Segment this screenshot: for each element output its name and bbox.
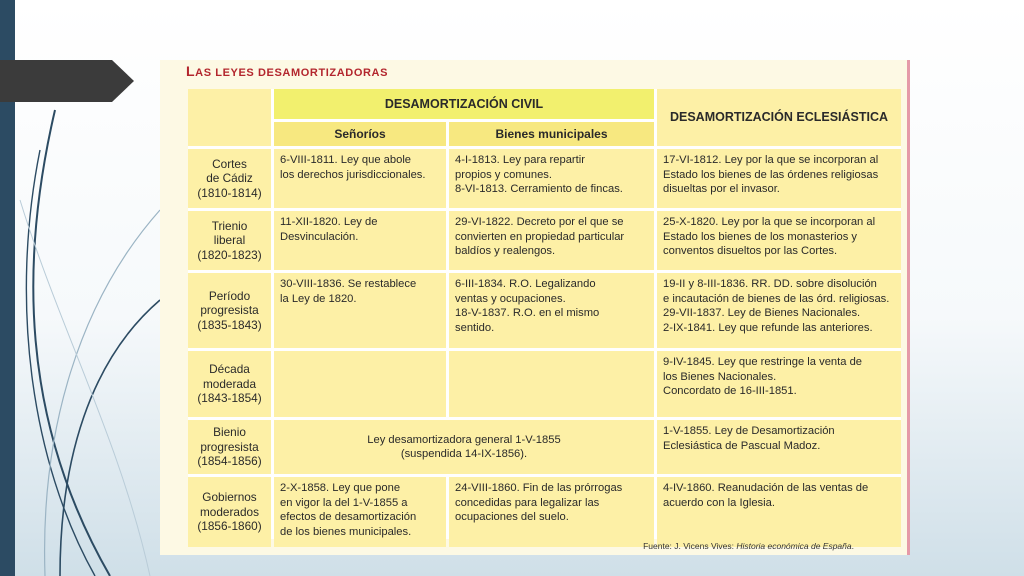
bienes-cell: 24-VIII-1860. Fin de las prórrogas concedidas para legalizar las ocupaciones del suelo. [449, 477, 654, 547]
civil-merged-cell: Ley desamortizadora general 1-V-1855 (suspendida 14-IX-1856). [274, 420, 654, 474]
header-senorios: Señoríos [274, 122, 446, 146]
period-cell: Trienio liberal (1820-1823) [188, 211, 271, 270]
bienes-cell-empty [449, 351, 654, 417]
source-note: Fuente: J. Vicens Vives: Historia económica de España. [643, 541, 854, 551]
eclesiastica-cell: 1-V-1855. Ley de Desamortización Eclesiástica de Pascual Madoz. [657, 420, 901, 474]
header-civil: DESAMORTIZACIÓN CIVIL [274, 89, 654, 119]
bienes-cell: 4-I-1813. Ley para repartir propios y comunes. 8-VI-1813. Cerramiento de fincas. [449, 149, 654, 208]
senorios-cell: 2-X-1858. Ley que pone en vigor la del 1-V-1855 a efectos de desamortización de los bienes municipales. [274, 477, 446, 547]
eclesiastica-cell: 17-VI-1812. Ley por la que se incorporan al Estado los bienes de las órdenes religiosas disueltas por el invasor. [657, 149, 901, 208]
laws-table [188, 89, 901, 539]
bienes-cell: 29-VI-1822. Decreto por el que se convierten en propiedad particular baldíos y realengos. [449, 211, 654, 270]
eclesiastica-cell: 9-IV-1845. Ley que restringe la venta de los Bienes Nacionales. Concordato de 16-III-1851. [657, 351, 901, 417]
senorios-cell: 30-VIII-1836. Se restablece la Ley de 1820. [274, 273, 446, 348]
bienes-cell: 6-III-1834. R.O. Legalizando ventas y ocupaciones. 18-V-1837. R.O. en el mismo sentido. [449, 273, 654, 348]
period-cell: Período progresista (1835-1843) [188, 273, 271, 348]
arrow-tab [0, 60, 134, 102]
eclesiastica-cell: 25-X-1820. Ley por la que se incorporan al Estado los bienes de los monasterios y conventos disueltos por las Cortes. [657, 211, 901, 270]
eclesiastica-cell: 4-IV-1860. Reanudación de las ventas de acuerdo con la Iglesia. [657, 477, 901, 547]
period-cell: Década moderada (1843-1854) [188, 351, 271, 417]
corner-cell [188, 89, 271, 146]
card-edge [907, 60, 910, 555]
eclesiastica-cell: 19-II y 8-III-1836. RR. DD. sobre disolución e incautación de bienes de las órd. religiosas. 29-VII-1837. Ley de Bienes Nacionales. 2-IX-1841. Ley que refunde las anteriores. [657, 273, 901, 348]
header-eclesiastica: DESAMORTIZACIÓN ECLESIÁSTICA [657, 89, 901, 146]
table-card [160, 60, 910, 555]
senorios-cell-empty [274, 351, 446, 417]
header-bienes: Bienes municipales [449, 122, 654, 146]
table-title: LAS LEYES DESAMORTIZADORAS [186, 63, 389, 79]
senorios-cell: 6-VIII-1811. Ley que abole los derechos jurisdiccionales. [274, 149, 446, 208]
period-cell: Bienio progresista (1854-1856) [188, 420, 271, 474]
period-cell: Gobiernos moderados (1856-1860) [188, 477, 271, 547]
period-cell: Cortes de Cádiz (1810-1814) [188, 149, 271, 208]
senorios-cell: 11-XII-1820. Ley de Desvinculación. [274, 211, 446, 270]
